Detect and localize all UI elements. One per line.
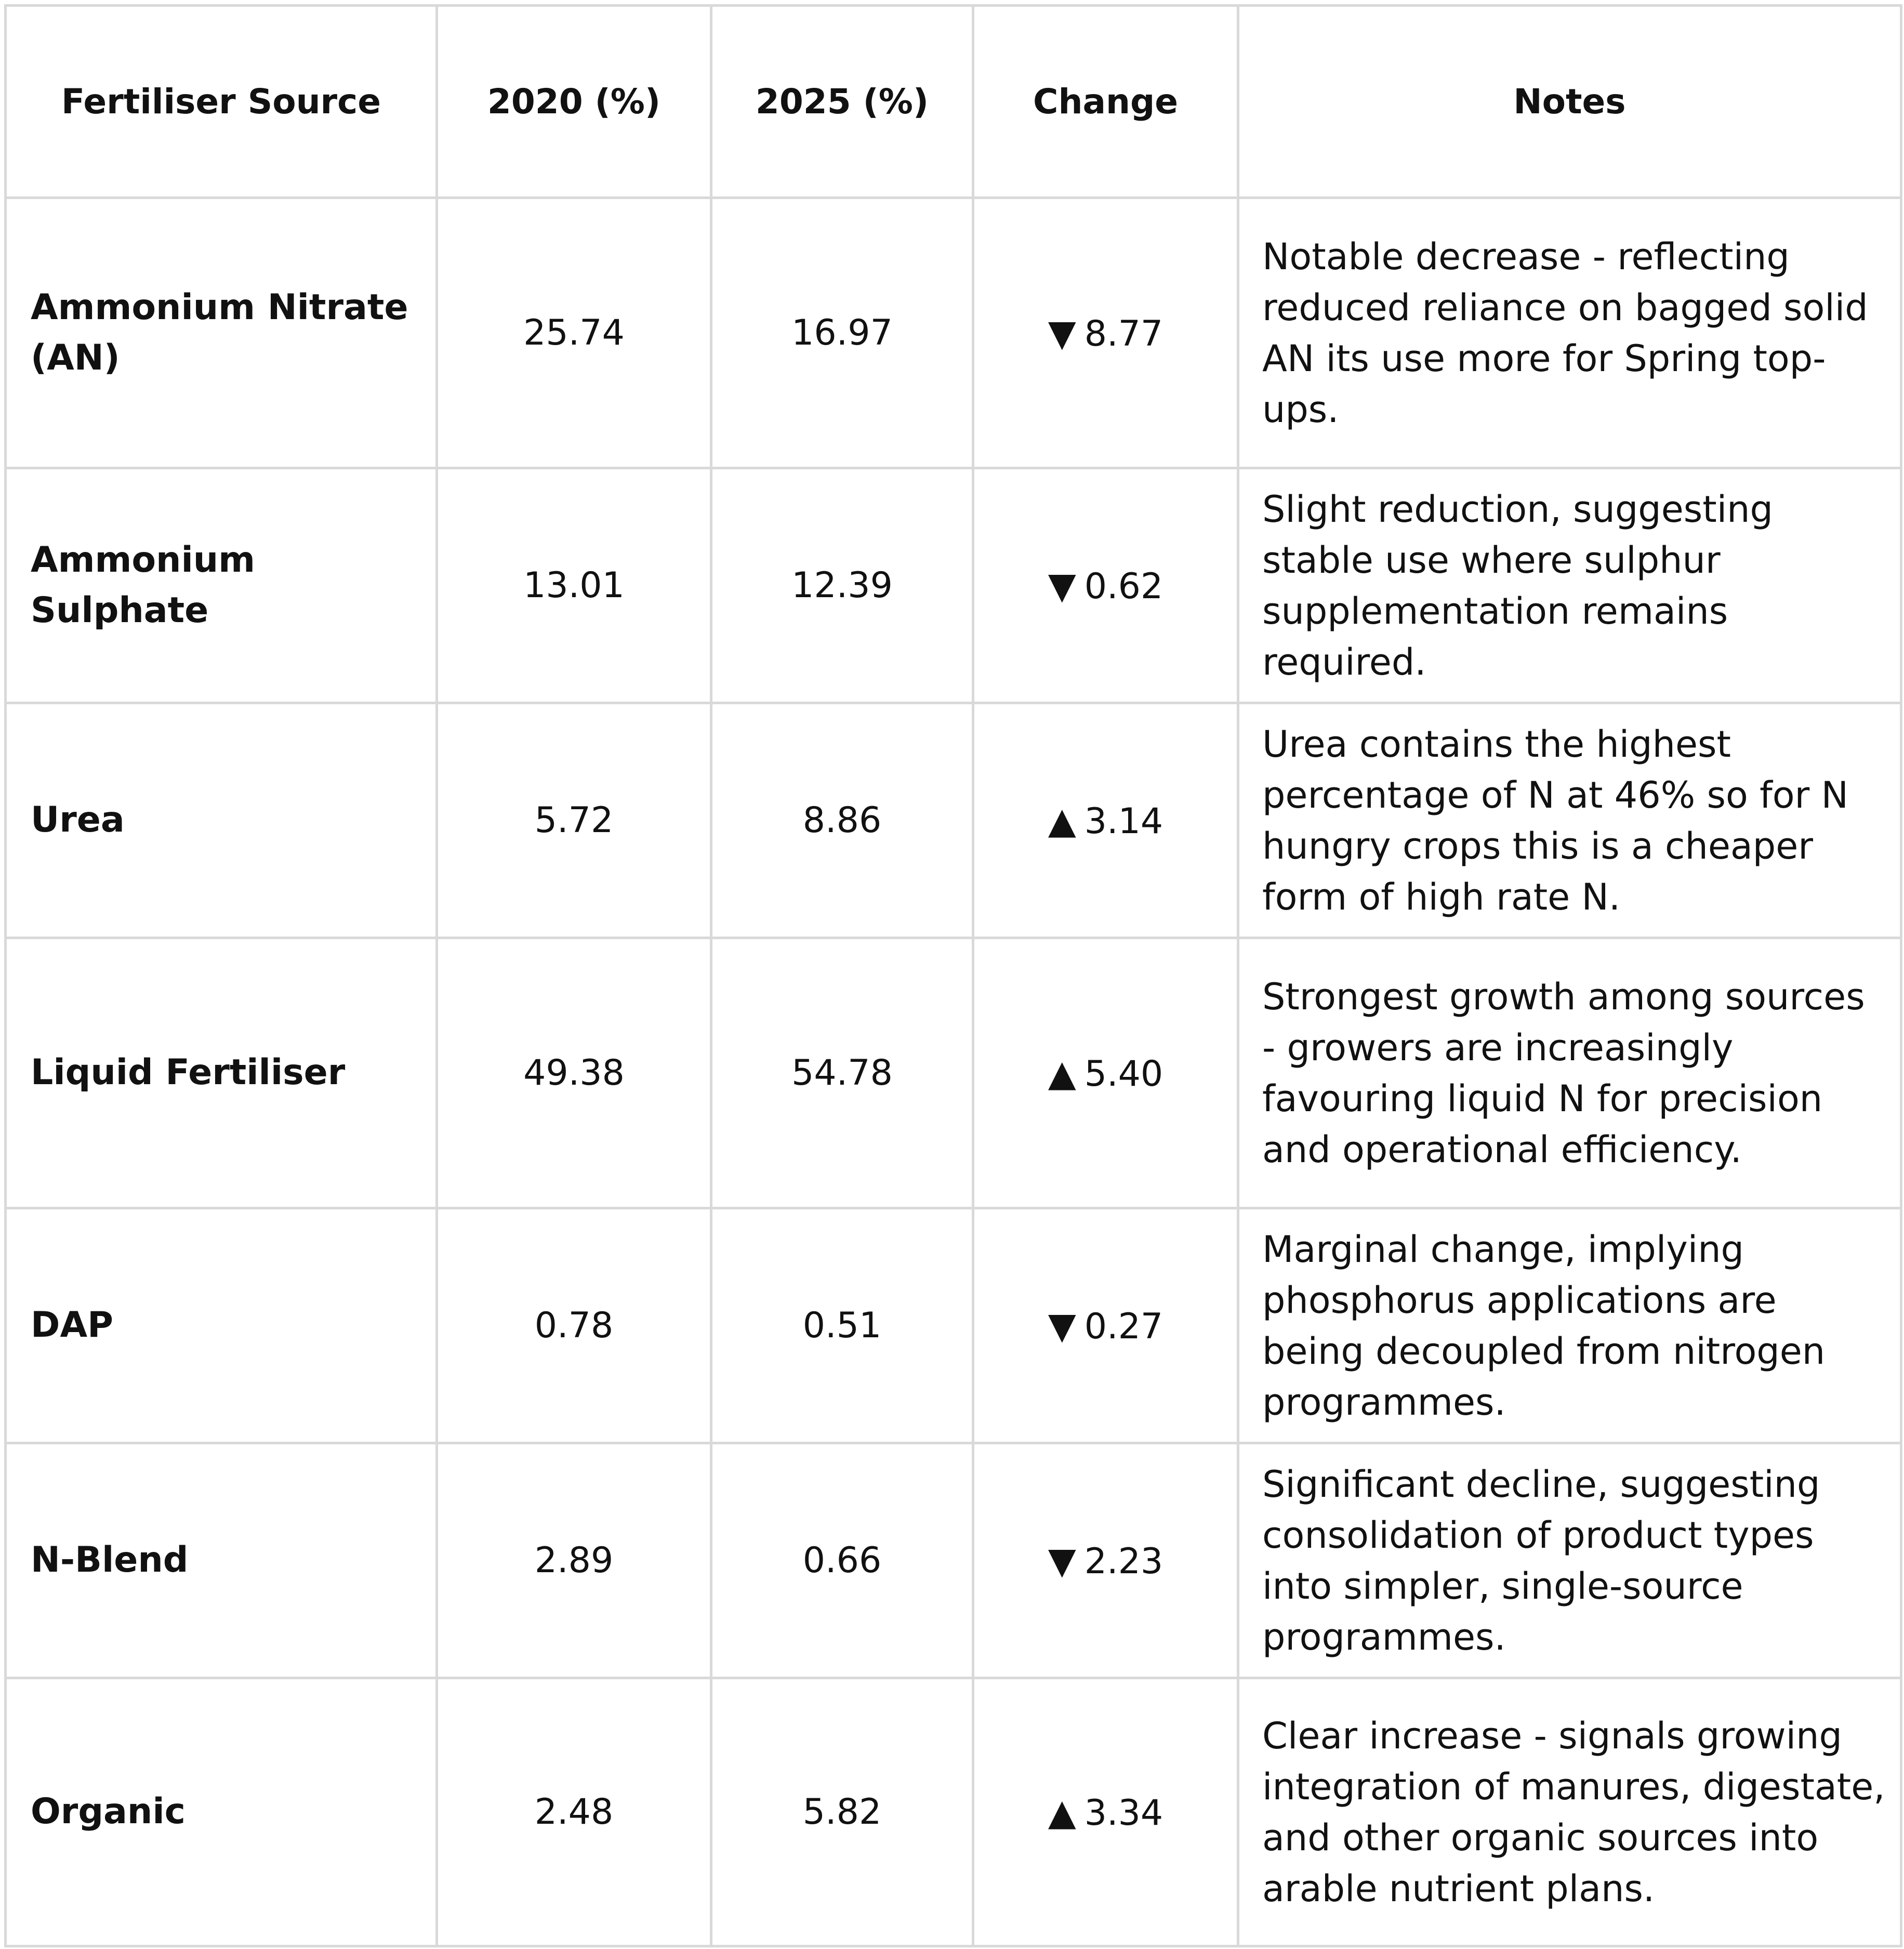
change-value: 8.77 [1084,313,1163,354]
change-value: 3.34 [1084,1792,1163,1834]
down-triangle-icon: ▼ [1048,311,1076,354]
header-row [6,6,1901,198]
source-cell: Organic [6,1678,437,1946]
change-cell [973,1443,1238,1678]
table-row [6,468,1901,703]
change-value: 2.23 [1084,1540,1163,1582]
notes-cell: Slight reduction, suggesting stable use where sulphur supplementation remains required. [1238,468,1901,703]
source-cell: Ammonium Nitrate (AN) [6,198,437,468]
down-triangle-icon: ▼ [1048,1539,1076,1582]
change-value: 3.14 [1084,800,1163,842]
change-cell [973,468,1238,703]
notes-cell: Notable decrease - reflecting reduced reliance on bagged solid AN its use more for Spring top-ups. [1238,198,1901,468]
up-triangle-icon: ▲ [1048,1051,1076,1095]
table-row [6,1443,1901,1678]
value-2020-cell: 25.74 [437,198,711,468]
table-row [6,938,1901,1208]
value-2025-cell: 16.97 [711,198,973,468]
change-cell [973,1678,1238,1946]
header-2025: 2025 (%) [711,6,973,198]
table-row [6,1678,1901,1946]
source-cell: Liquid Fertiliser [6,938,437,1208]
up-triangle-icon: ▲ [1048,799,1076,842]
header-notes: Notes [1238,6,1901,198]
value-2020-cell: 0.78 [437,1208,711,1443]
source-cell: Urea [6,703,437,938]
change-value: 5.40 [1084,1053,1163,1095]
table-row [6,703,1901,938]
value-2025-cell: 0.51 [711,1208,973,1443]
fertiliser-table [4,4,1902,1947]
change-value: 0.27 [1084,1306,1163,1347]
notes-cell: Significant decline, suggesting consolidation of product types into simpler, single-source programmes. [1238,1443,1901,1678]
change-cell [973,703,1238,938]
value-2025-cell: 12.39 [711,468,973,703]
value-2020-cell: 13.01 [437,468,711,703]
value-2025-cell: 0.66 [711,1443,973,1678]
change-cell [973,1208,1238,1443]
value-2020-cell: 2.89 [437,1443,711,1678]
down-triangle-icon: ▼ [1048,564,1076,607]
notes-cell: Marginal change, implying phosphorus applications are being decoupled from nitrogen programmes. [1238,1208,1901,1443]
value-2025-cell: 54.78 [711,938,973,1208]
source-cell: Ammonium Sulphate [6,468,437,703]
notes-cell: Clear increase - signals growing integration of manures, digestate, and other organic sources into arable nutrient plans. [1238,1678,1901,1946]
down-triangle-icon: ▼ [1048,1304,1076,1347]
value-2020-cell: 2.48 [437,1678,711,1946]
source-cell: DAP [6,1208,437,1443]
change-cell [973,198,1238,468]
table-row [6,198,1901,468]
up-triangle-icon: ▲ [1048,1790,1076,1834]
header-change: Change [973,6,1238,198]
change-cell [973,938,1238,1208]
source-cell: N-Blend [6,1443,437,1678]
change-value: 0.62 [1084,565,1163,607]
table-row [6,1208,1901,1443]
value-2020-cell: 49.38 [437,938,711,1208]
notes-cell: Strongest growth among sources - growers are increasingly favouring liquid N for precision and operational efficiency. [1238,938,1901,1208]
value-2020-cell: 5.72 [437,703,711,938]
value-2025-cell: 8.86 [711,703,973,938]
notes-cell: Urea contains the highest percentage of N at 46% so for N hungry crops this is a cheaper form of high rate N. [1238,703,1901,938]
header-fertiliser-source: Fertiliser Source [6,6,437,198]
header-2020: 2020 (%) [437,6,711,198]
value-2025-cell: 5.82 [711,1678,973,1946]
